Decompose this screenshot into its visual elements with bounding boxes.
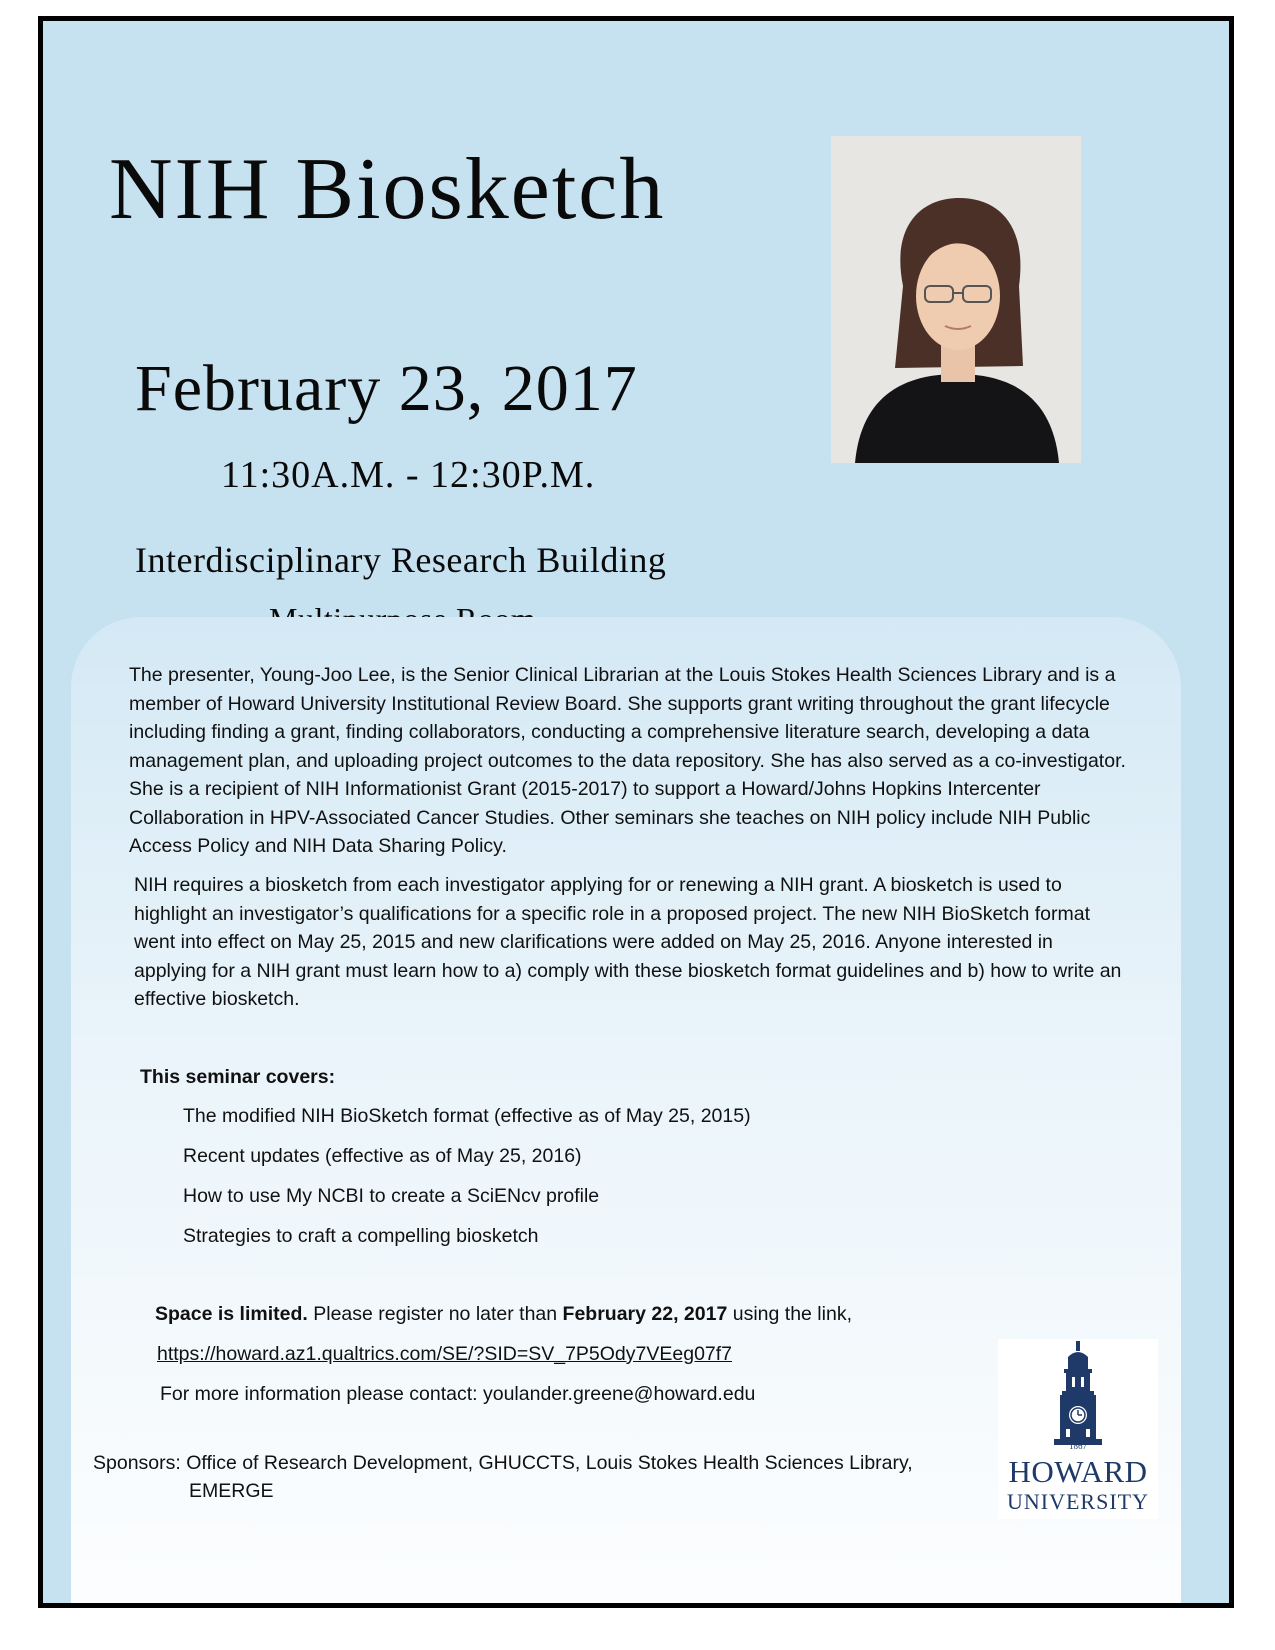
covers-heading: This seminar covers: [140,1066,336,1088]
registration-link[interactable]: https://howard.az1.qualtrics.com/SE/?SID=SV_7P5Ody7VEeg07f7 [157,1343,733,1365]
clock-tower-icon [998,1339,1158,1449]
contact-info: For more information please contact: youlander.greene@howard.edu [160,1383,756,1405]
logo-year: 1867 [1069,1441,1087,1451]
howard-university-logo [998,1339,1158,1519]
event-title: NIH Biosketch [109,141,666,238]
list-item: The modified NIH BioSketch format (effective as of May 25, 2015) [183,1105,751,1127]
register-deadline: February 22, 2017 [562,1303,728,1325]
event-date: February 23, 2017 [135,352,638,425]
biosketch-description: NIH requires a biosketch from each investigator applying for or renewing a NIH grant. A biosketch is used to highlight an investigator’s qualifications for a specific role in a proposed project. The new NIH BioSketch format went into effect on May 25, 2015 and new clarifications were added on May 25, 2016. Anyone interested in applying for a NIH grant must learn how to a) comply with these biosketch format guidelines and b) how to write an effective biosketch. [134,874,1122,1010]
list-item: Strategies to craft a compelling biosketch [183,1225,539,1247]
sponsors-line2: EMERGE [189,1480,274,1502]
register-text-after: using the link, [727,1303,852,1325]
logo-subtitle: UNIVERSITY [1007,1489,1149,1514]
sponsors-line1: Sponsors: Office of Research Development, GHUCCTS, Louis Stokes Health Sciences Library, [93,1452,913,1474]
list-item: How to use My NCBI to create a SciENcv profile [183,1185,600,1207]
event-building: Interdisciplinary Research Building [135,540,667,580]
logo-name: HOWARD [1008,1454,1148,1489]
registration-note [155,1303,852,1326]
sponsors [93,1449,973,1505]
event-time: 11:30A.M. - 12:30P.M. [221,454,596,496]
presenter-bio: The presenter, Young-Joo Lee, is the Senior Clinical Librarian at the Louis Stokes Health Sciences Library and is a member of Howard University Institutional Review Board. She supports grant writing throughout the grant lifecycle including finding a grant, finding collaborators, conducting a comprehensive literature search, developing a data management plan, and uploading project outcomes to the data repository. She has also served as a co-investigator. She is a recipient of NIH Informationist Grant (2015-2017) to support a Howard/Johns Hopkins Intercenter Collaboration in HPV-Associated Cancer Studies. Other seminars she teaches on NIH policy include NIH Public Access Policy and NIH Data Sharing Policy. [129,664,1126,857]
covers-list [183,1103,751,1263]
presenter-portrait-icon [831,136,1081,463]
register-text-before: Please register no later than [307,1303,563,1325]
list-item: Recent updates (effective as of May 25, 2016) [183,1145,582,1167]
space-limited: Space is limited. [155,1303,308,1325]
flyer-frame [38,16,1234,1608]
presenter-photo [831,136,1081,463]
